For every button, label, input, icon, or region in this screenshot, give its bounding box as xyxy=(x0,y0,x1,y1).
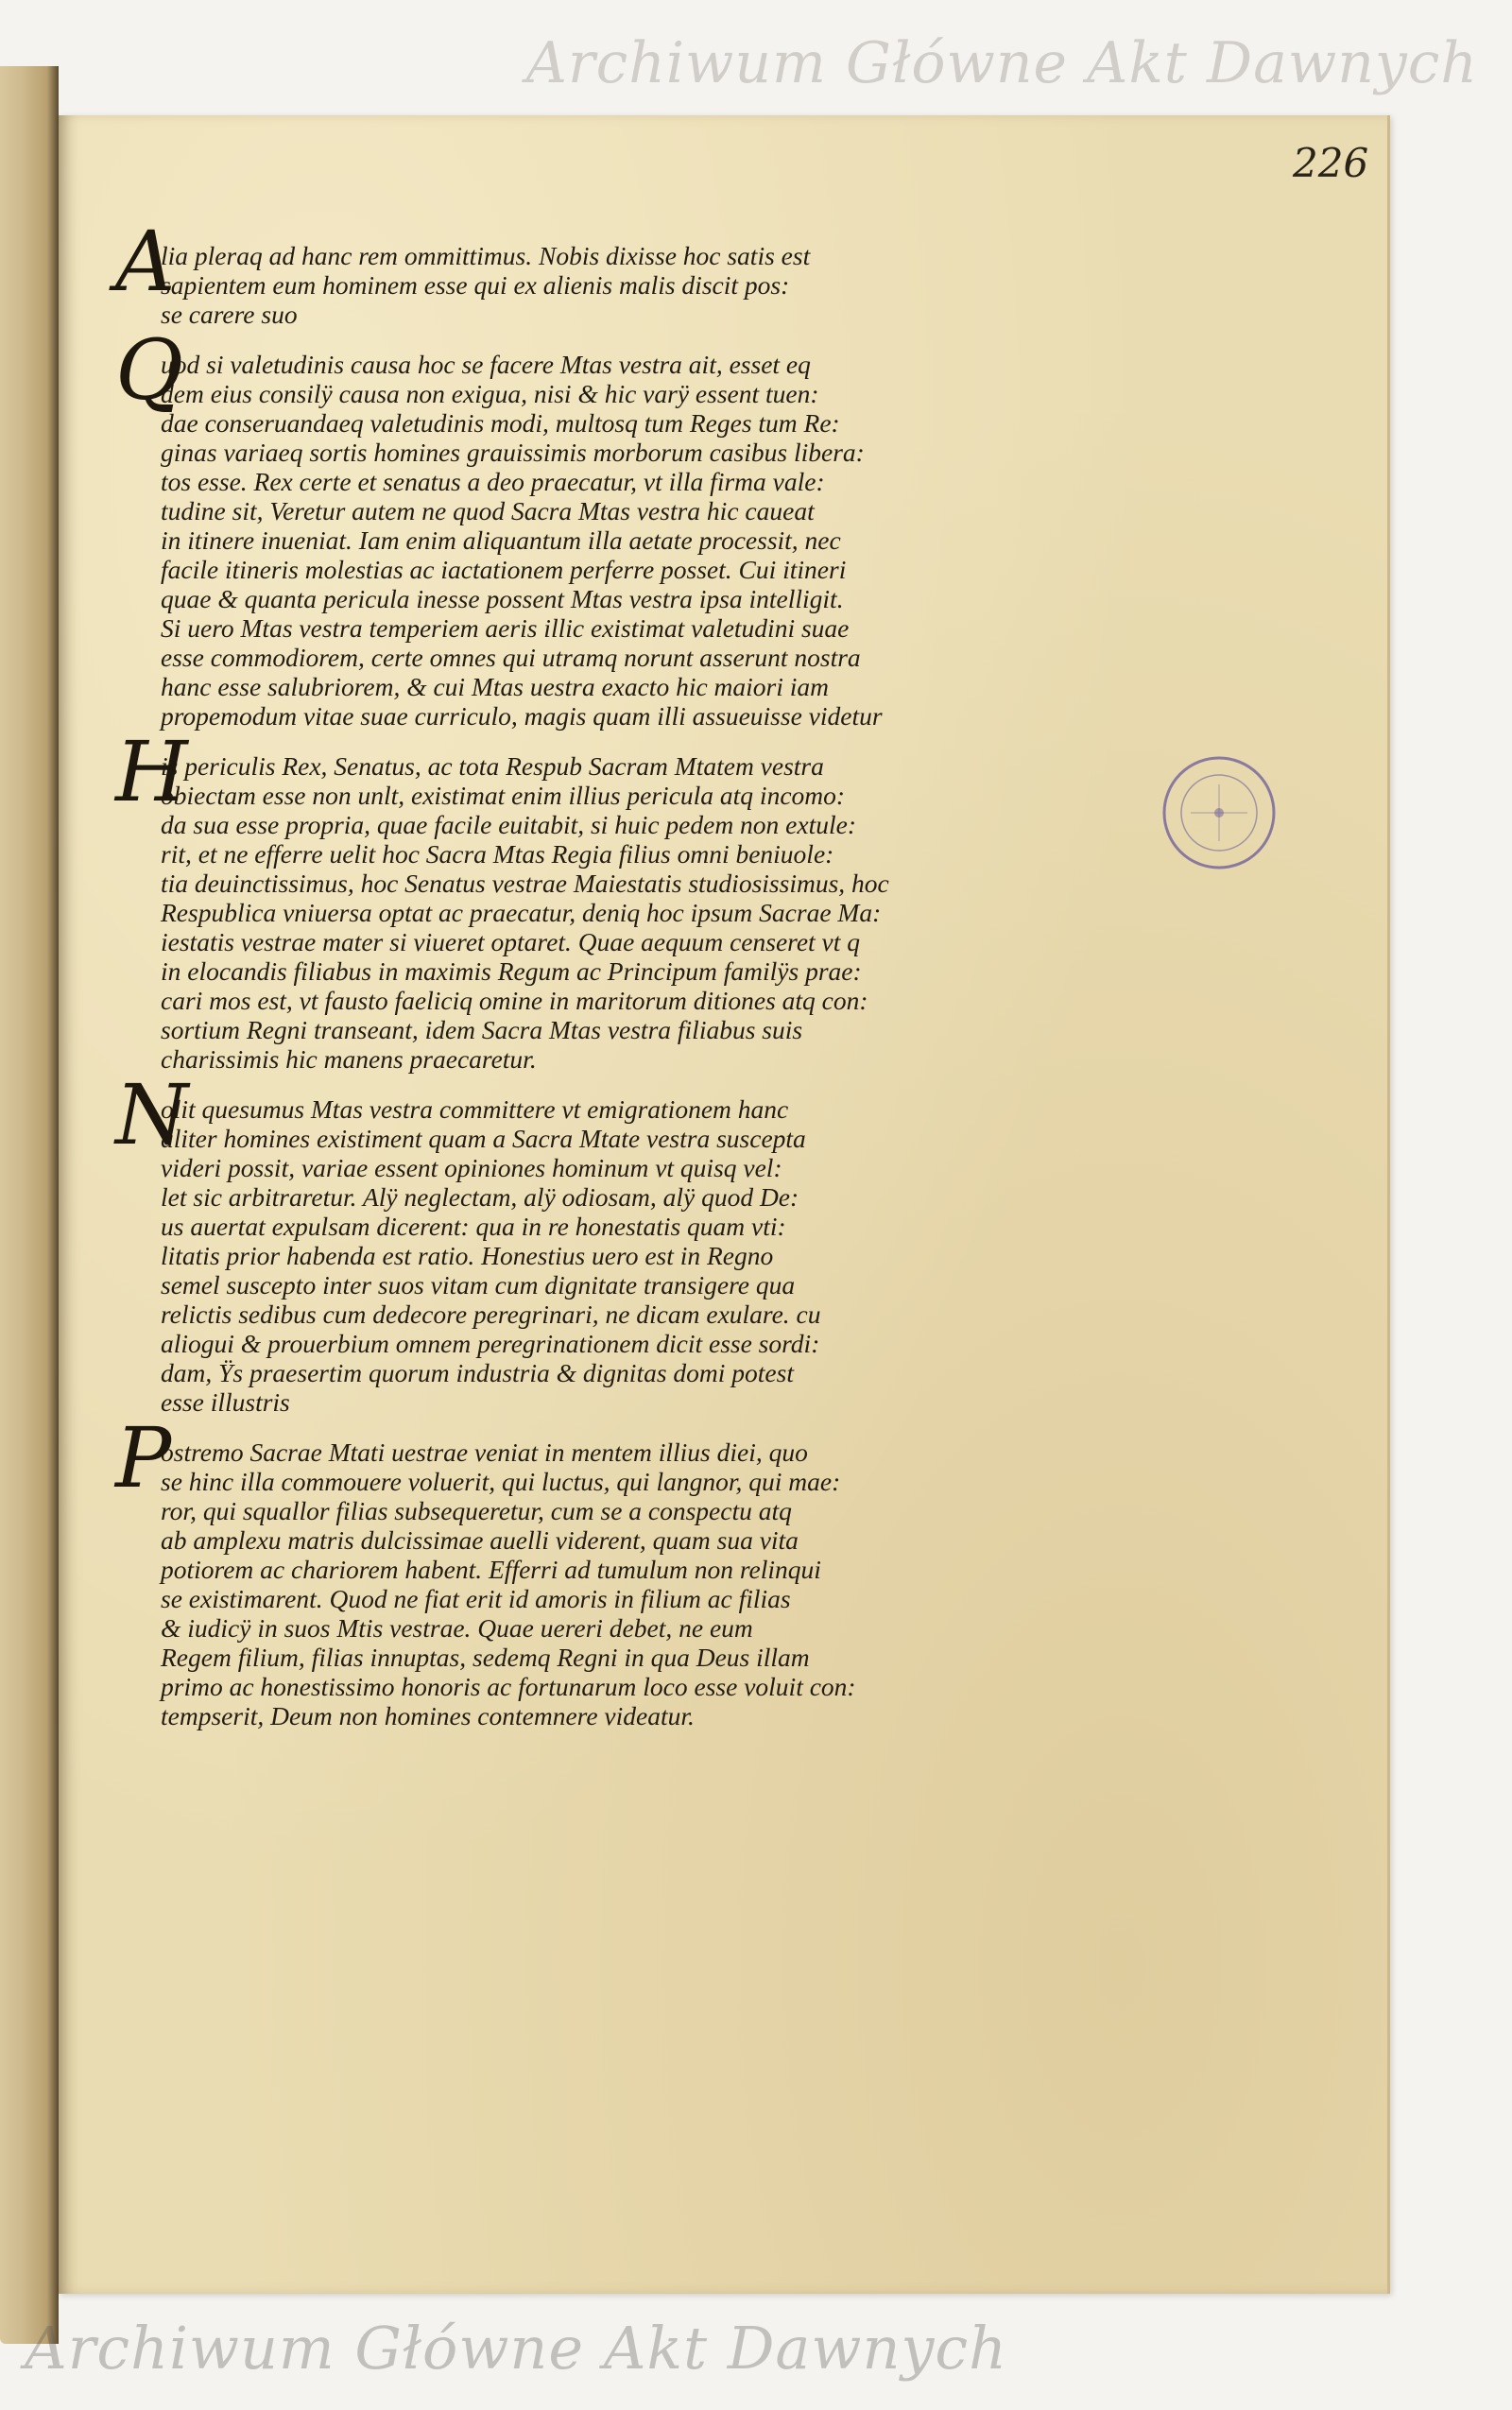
paragraph xyxy=(115,723,1125,1074)
text-line: tia deuinctissimus, hoc Senatus vestrae Maiestatis studiosissimus, hoc xyxy=(161,869,889,898)
text-line: Si uero Mtas vestra temperiem aeris illic existimat valetudini suae xyxy=(161,613,850,643)
watermark-bottom: Archiwum Główne Akt Dawnych xyxy=(25,2314,1008,2383)
text-line: da sua esse propria, quae facile euitabit, si huic pedem non extule: xyxy=(161,810,856,839)
text-line: in itinere inueniat. Iam enim aliquantum illa aetate processit, nec xyxy=(161,525,841,555)
text-line: sortium Regni transeant, idem Sacra Mtas vestra filiabus suis xyxy=(161,1015,803,1044)
text-line: dem eius consilÿ causa non exigua, nisi & hic varÿ essent tuen: xyxy=(161,379,819,408)
text-line: esse commodiorem, certe omnes qui utramq norunt asserunt nostra xyxy=(161,643,861,672)
text-line: tudine sit, Veretur autem ne quod Sacra Mtas vestra hic caueat xyxy=(161,496,815,525)
text-line: facile itineris molestias ac iactationem perferre posset. Cui itineri xyxy=(161,555,847,584)
text-line: charissimis hic manens praecaretur. xyxy=(161,1044,537,1074)
text-line: cari mos est, vt fausto faeliciq omine in maritorum ditiones atq con: xyxy=(161,986,868,1015)
text-line: tos esse. Rex certe et senatus a deo praecatur, vt illa firma vale: xyxy=(161,467,825,496)
text-line: aliter homines existiment quam a Sacra Mtate vestra suscepta xyxy=(161,1124,806,1153)
text-line: ginas variaeq sortis homines grauissimis morborum casibus libera: xyxy=(161,438,865,467)
text-line: hanc esse salubriorem, & cui Mtas uestra exacto hic maiori iam xyxy=(161,672,830,701)
text-line: uod si valetudinis causa hoc se facere Mtas vestra ait, esset eq xyxy=(161,350,811,379)
decorated-initial: H xyxy=(115,723,188,820)
archive-stamp xyxy=(1153,747,1285,879)
folio-number: 226 xyxy=(1293,140,1369,186)
text-line: dam, Ÿs praesertim quorum industria & dignitas domi potest xyxy=(161,1358,794,1387)
text-line: ror, qui squallor filias subsequeretur, cum se a conspectu atq xyxy=(161,1496,792,1525)
text-line: iestatis vestrae mater si viueret optaret. Quae aequum censeret vt q xyxy=(161,927,861,956)
text-line: semel suscepto inter suos vitam cum dignitate transigere qua xyxy=(161,1270,796,1300)
paragraph xyxy=(115,1409,1125,1730)
paragraph xyxy=(115,213,1125,329)
text-line: propemodum vitae suae curriculo, magis quam illi assueuisse videtur xyxy=(161,701,883,731)
text-line: & iudicÿ in suos Mtis vestrae. Quae uereri debet, ne eum xyxy=(161,1613,753,1643)
text-line: rit, et ne efferre uelit hoc Sacra Mtas Regia filius omni beniuole: xyxy=(161,839,834,869)
text-line: dae conseruandaeq valetudinis modi, multosq tum Reges tum Re: xyxy=(161,408,840,438)
text-line: is periculis Rex, Senatus, ac tota Respub Sacram Mtatem vestra xyxy=(161,751,824,781)
text-line: olit quesumus Mtas vestra committere vt emigrationem hanc xyxy=(161,1094,789,1124)
decorated-initial: A xyxy=(115,213,176,310)
text-line: quae & quanta pericula inesse possent Mtas vestra ipsa intelligit. xyxy=(161,584,844,613)
paragraph xyxy=(115,321,1125,731)
text-line: Respublica vniuersa optat ac praecatur, deniq hoc ipsum Sacrae Ma: xyxy=(161,898,882,927)
text-line: primo ac honestissimo honoris ac fortunarum loco esse voluit con: xyxy=(161,1672,856,1701)
text-line: aliogui & prouerbium omnem peregrinationem dicit esse sordi: xyxy=(161,1329,820,1358)
text-line: lia pleraq ad hanc rem ommittimus. Nobis dixisse hoc satis est xyxy=(161,241,811,270)
text-line: obiectam esse non unlt, existimat enim illius pericula atq incomo: xyxy=(161,781,846,810)
text-line: sapientem eum hominem esse qui ex alienis malis discit pos: xyxy=(161,270,790,300)
text-line: ab amplexu matris dulcissimae auelli viderent, quam sua vita xyxy=(161,1525,799,1555)
text-line: relictis sedibus cum dedecore peregrinari, ne dicam exulare. cu xyxy=(161,1300,821,1329)
text-line: se carere suo xyxy=(161,300,298,329)
watermark-top: Archiwum Główne Akt Dawnych xyxy=(525,30,1478,96)
book-binding xyxy=(0,66,59,2344)
text-line: Regem filium, filias innuptas, sedemq Regni in qua Deus illam xyxy=(161,1643,810,1672)
text-line: let sic arbitraretur. Alÿ neglectam, alÿ odiosam, alÿ quod De: xyxy=(161,1182,799,1212)
decorated-initial: Q xyxy=(115,321,184,419)
paragraph xyxy=(115,1066,1125,1417)
text-line: se existimarent. Quod ne fiat erit id amoris in filium ac filias xyxy=(161,1584,791,1613)
text-line: in elocandis filiabus in maximis Regum ac Principum familÿs prae: xyxy=(161,956,862,986)
text-line: ostremo Sacrae Mtati uestrae veniat in mentem illius diei, quo xyxy=(161,1437,808,1467)
text-line: litatis prior habenda est ratio. Honestius uero est in Regno xyxy=(161,1241,774,1270)
text-line: se hinc illa commouere voluerit, qui luctus, qui langnor, qui mae: xyxy=(161,1467,841,1496)
text-line: videri possit, variae essent opiniones hominum vt quisq vel: xyxy=(161,1153,782,1182)
decorated-initial: N xyxy=(115,1066,188,1163)
text-line: esse illustris xyxy=(161,1387,290,1417)
manuscript-text xyxy=(115,213,1125,1751)
decorated-initial: P xyxy=(115,1409,172,1506)
text-line: potiorem ac chariorem habent. Efferri ad tumulum non relinqui xyxy=(161,1555,821,1584)
text-line: us auertat expulsam dicerent: qua in re honestatis quam vti: xyxy=(161,1212,786,1241)
text-line: tempserit, Deum non homines contemnere videatur. xyxy=(161,1701,695,1730)
